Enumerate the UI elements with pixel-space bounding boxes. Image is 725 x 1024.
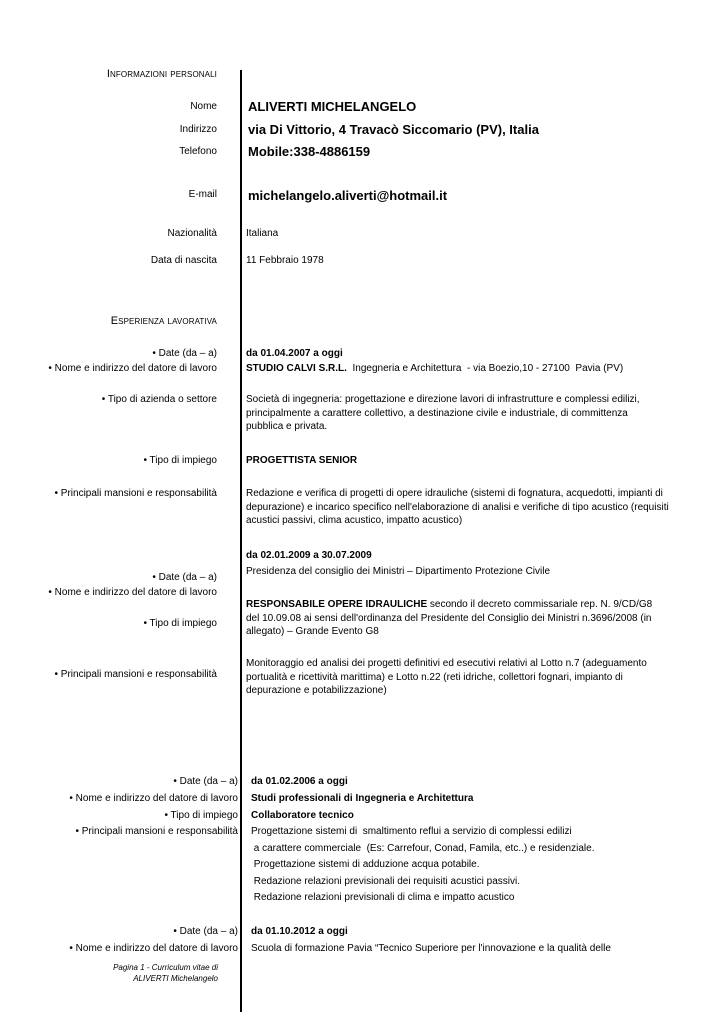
job1-job: PROGETTISTA SENIOR xyxy=(246,455,358,466)
job1-employer xyxy=(246,362,676,376)
nationality-label: Nazionalità xyxy=(167,228,217,239)
address-value: via Di Vittorio, 4 Travacò Siccomario (PV), Italia xyxy=(248,122,539,137)
name-label: Nome xyxy=(190,101,217,112)
job2-dates-label: • Date (da – a) xyxy=(152,572,217,583)
job1-job-label: • Tipo di impiego xyxy=(143,455,217,466)
vertical-divider xyxy=(240,70,242,1012)
job1-duties-label: • Principali mansioni e responsabilità xyxy=(54,488,217,499)
job4-dates-label: • Date (da – a) xyxy=(173,926,238,937)
job3-duty-line: Redazione relazioni previsionali dei requisiti acustici passivi. xyxy=(251,876,521,887)
job2-duties: Monitoraggio ed analisi dei progetti definitivi ed esecutivi relativi al Lotto n.7 (adeguamento portualità e ricettività marittima) e Lotto n.22 (reti idriche, collettori fognari, impianto di depurazione e potabilizzazione) xyxy=(246,658,647,696)
job3-duty-line: a carattere commerciale (Es: Carrefour, Conad, Famila, etc..) e residenziale. xyxy=(251,843,595,854)
job2-job-label: • Tipo di impiego xyxy=(143,618,217,629)
footer-name-line: ALIVERTI Michelangelo xyxy=(133,974,218,983)
job3-duty-line: Progettazione sistemi di adduzione acqua potabile. xyxy=(251,859,480,870)
job2-job-title: RESPONSABILE OPERE IDRAULICHE xyxy=(246,599,428,610)
footer-page-line: Pagina 1 - Curriculum vitae di xyxy=(113,963,218,972)
job4-dates: da 01.10.2012 a oggi xyxy=(251,926,348,937)
nationality-value: Italiana xyxy=(246,228,279,239)
job1-dates-label: • Date (da – a) xyxy=(152,348,217,359)
job2-employer-label: • Nome e indirizzo del datore di lavoro xyxy=(48,587,217,598)
phone-value: Mobile:338-4886159 xyxy=(248,144,371,159)
job3-duty-line: Progettazione sistemi di smaltimento reflui a servizio di complessi edilizi xyxy=(251,826,572,837)
email-value: michelangelo.aliverti@hotmail.it xyxy=(248,188,448,203)
name-value: ALIVERTI MICHELANGELO xyxy=(248,99,417,114)
job3-dates-label: • Date (da – a) xyxy=(173,776,238,787)
job2-dates: da 02.01.2009 a 30.07.2009 xyxy=(246,550,372,561)
section-title-personal: Informazioni personali xyxy=(106,68,217,80)
job2-employer: Presidenza del consiglio dei Ministri – Dipartimento Protezione Civile xyxy=(246,566,551,577)
address-label: Indirizzo xyxy=(179,124,217,135)
job4-employer: Scuola di formazione Pavia “Tecnico Superiore per l'innovazione e la qualità delle xyxy=(251,943,611,954)
job3-employer-label: • Nome e indirizzo del datore di lavoro xyxy=(69,793,238,804)
job3-job-label: • Tipo di impiego xyxy=(164,810,238,821)
job2-job xyxy=(246,598,666,639)
job1-duties: Redazione e verifica di progetti di opere idrauliche (sistemi di fognatura, acquedotti, impianti di depurazione) e incarico specifico nell'elaborazione di analisi e verifiche di tipo acustico (requisiti acustici passivi, clima acustico, impatto acustico) xyxy=(246,488,669,526)
email-label: E-mail xyxy=(188,189,217,200)
job3-job: Collaboratore tecnico xyxy=(251,810,354,821)
section-title-work: Esperienza lavorativa xyxy=(110,315,217,327)
job2-duties-label: • Principali mansioni e responsabilità xyxy=(54,669,217,680)
job3-employer: Studi professionali di Ingegneria e Architettura xyxy=(251,793,474,804)
job4-employer-label: • Nome e indirizzo del datore di lavoro xyxy=(69,943,238,954)
job1-dates: da 01.04.2007 a oggi xyxy=(246,348,343,359)
job1-sector: Società di ingegneria: progettazione e direzione lavori di infrastrutture e complessi edilizi, principalmente a carattere collettivo, a destinazione civile e industriale, di committenza pubblica e privata. xyxy=(246,394,640,432)
job1-employer-address: Ingegneria e Architettura - via Boezio,10 - 27100 Pavia (PV) xyxy=(346,363,624,374)
job3-dates: da 01.02.2006 a oggi xyxy=(251,776,348,787)
job1-sector-label: • Tipo di azienda o settore xyxy=(101,394,217,405)
job1-employer-label: • Nome e indirizzo del datore di lavoro xyxy=(48,363,217,374)
phone-label: Telefono xyxy=(179,146,217,157)
job3-duties-label: • Principali mansioni e responsabilità xyxy=(75,826,238,837)
job3-duty-line: Redazione relazioni previsionali di clima e impatto acustico xyxy=(251,892,515,903)
birth-value: 11 Febbraio 1978 xyxy=(246,255,324,266)
birth-label: Data di nascita xyxy=(150,255,217,266)
job2-job-detail: secondo il decreto commissariale rep. N. 9/CD/G8 del 10.09.08 ai sensi dell'ordinanza del Presidente del Consiglio dei Ministri n.3696/2008 (in allegato) – Grande Evento G8 xyxy=(246,599,653,637)
job1-employer-name: STUDIO CALVI S.R.L. xyxy=(246,363,347,374)
